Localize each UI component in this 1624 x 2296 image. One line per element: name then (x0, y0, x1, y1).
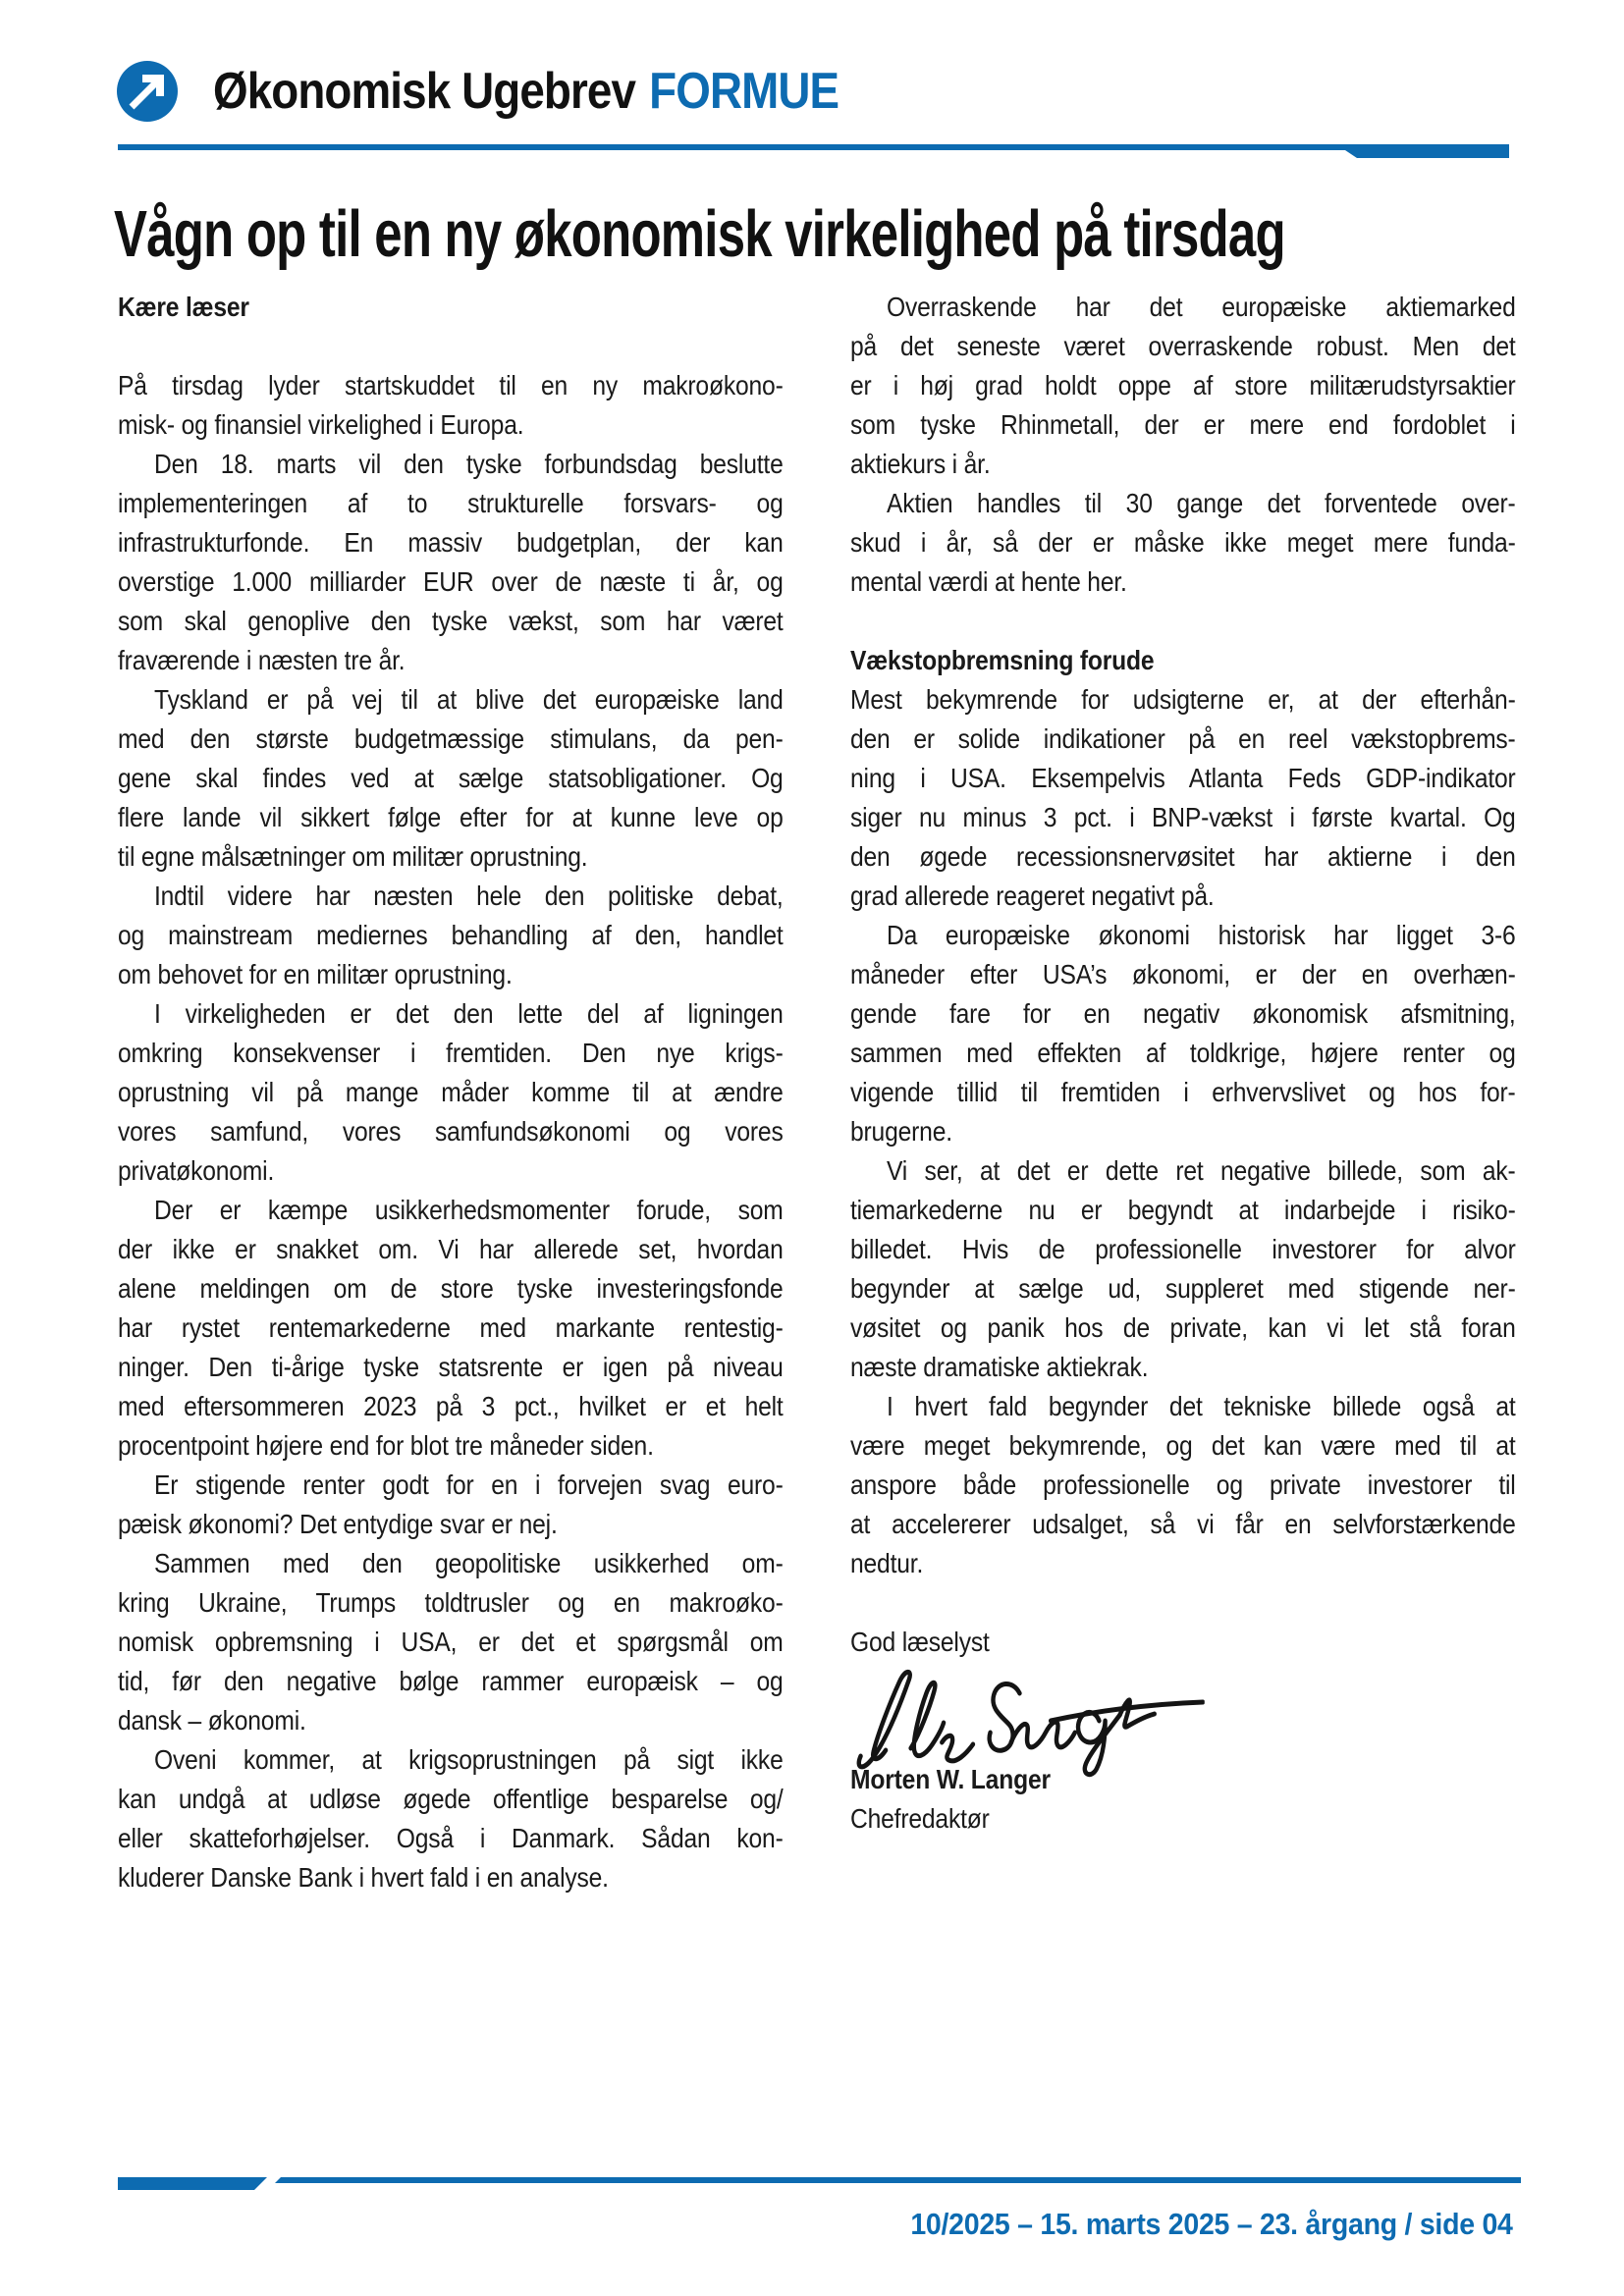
body-text-line: Der er kæmpe usikkerhedsmomenter forude, som (153, 1195, 784, 1225)
article-column-left (118, 288, 784, 1897)
body-text-line: som skal genoplive den tyske vækst, som har været (118, 606, 784, 636)
body-text-line: nedtur. (850, 1548, 924, 1578)
body-text-line: om behovet for en militær oprustning. (118, 959, 513, 989)
body-text-line: begynder at sælge ud, suppleret med stigende ner- (850, 1273, 1516, 1304)
body-text-line: omkring konsekvenser i fremtiden. Den nye krigs- (118, 1038, 784, 1068)
body-text-line: billedet. Hvis de professionelle investorer for alvor (850, 1234, 1516, 1264)
body-text-line: aktiekurs i år. (850, 449, 991, 479)
body-text-line: kan undgå at udløse øgede offentlige besparelse og/ (118, 1784, 784, 1814)
signature-image (850, 1660, 1205, 1778)
logo-title: Økonomisk Ugebrev (213, 63, 636, 120)
footer-rule (118, 2177, 1521, 2191)
body-text-line: pæisk økonomi? Det entydige svar er nej. (118, 1509, 558, 1539)
issue-info: 10/2025 – 15. marts 2025 – 23. årgang / side 04 (910, 2207, 1513, 2241)
paragraph-spacer (118, 327, 784, 366)
header-rule (118, 144, 1512, 159)
body-text-line: alene meldingen om de store tyske investeringsfonde (118, 1273, 784, 1304)
body-text-line: dansk – økonomi. (118, 1705, 306, 1735)
body-text-line: tid, før den negative bølge rammer europæisk – og (118, 1666, 784, 1696)
body-text-line: måneder efter USA’s økonomi, er der en overhæn- (850, 959, 1516, 989)
body-text-line: tiemarkederne nu er begyndt at indarbejde i risiko- (850, 1195, 1516, 1225)
body-text-line: misk- og finansiel virkelighed i Europa. (118, 409, 524, 440)
body-text-line: skud i år, så der er måske ikke meget mere funda- (850, 527, 1516, 558)
body-text-line: oprustning vil på mange måder komme til at ændre (118, 1077, 784, 1107)
body-text-line: I virkeligheden er det den lette del af ligningen (153, 998, 784, 1029)
body-text-line: Oveni kommer, at krigsoprustningen på sigt ikke (153, 1744, 784, 1775)
body-text-line: den øgede recessionsnervøsitet har aktierne i den (850, 841, 1516, 872)
body-text-line: vøsitet og panik hos de private, kan vi let stå foran (850, 1312, 1516, 1343)
body-text-line: være meget bekymrende, og det kan være med til at (850, 1430, 1516, 1461)
body-text-line: God læselyst (850, 1627, 990, 1657)
body-text-line: I hvert fald begynder det tekniske billede også at (886, 1391, 1516, 1421)
body-text-line: siger nu minus 3 pct. i BNP-vækst i første kvartal. Og (850, 802, 1516, 832)
body-text-line: der ikke er snakket om. Vi har allerede set, hvordan (118, 1234, 784, 1264)
body-text-line: fraværende i næsten tre år. (118, 645, 406, 675)
body-text-line: Mest bekymrende for udsigterne er, at der efterhån- (850, 684, 1516, 715)
body-text-line: Sammen med den geopolitiske usikkerhed om- (153, 1548, 784, 1578)
body-text-line: privatøkonomi. (118, 1155, 275, 1186)
body-text-line: den er solide indikationer på en reel vækstopbrems- (850, 723, 1516, 754)
body-text-line: ninger. Den ti-årige tyske statsrente er igen på niveau (118, 1352, 784, 1382)
paragraph-spacer (850, 602, 1516, 641)
body-text-line: ning i USA. Eksempelvis Atlanta Feds GDP-indikator (850, 763, 1516, 793)
arrow-up-right-circle-icon (117, 61, 178, 122)
body-text-line: gene skal findes ved at sælge statsobligationer. Og (118, 763, 784, 793)
section-heading: Vækstopbremsning forude (850, 645, 1155, 675)
body-text-line: grad allerede reageret negativt på. (850, 881, 1215, 911)
logo-wordmark (213, 62, 839, 121)
article-title: Vågn op til en ny økonomisk virkelighed på tirsdag (114, 197, 1285, 271)
body-text-line: overstige 1.000 milliarder EUR over de næste ti år, og (118, 566, 784, 597)
body-text-line: eller skatteforhøjelser. Også i Danmark. Sådan kon- (118, 1823, 784, 1853)
body-text-line: næste dramatiske aktiekrak. (850, 1352, 1149, 1382)
body-text-line: og mainstream mediernes behandling af den, handlet (118, 920, 784, 950)
body-text-line: med eftersommeren 2023 på 3 pct., hvilket er et helt (118, 1391, 784, 1421)
body-text-line: På tirsdag lyder startskuddet til en ny makroøkono- (118, 370, 784, 400)
body-text-line: som tyske Rhinmetall, der er mere end fordoblet i (850, 409, 1516, 440)
body-text-line: flere lande vil sikkert følge efter for at kunne leve op (118, 802, 784, 832)
body-text-line: Aktien handles til 30 gange det forventede over- (886, 488, 1516, 518)
body-text-line: Vi ser, at det er dette ret negative billede, som ak- (886, 1155, 1516, 1186)
body-text-line: har rystet rentemarkederne med markante rentestig- (118, 1312, 784, 1343)
body-text-line: mental værdi at hente her. (850, 566, 1127, 597)
body-text-line: med den største budgetmæssige stimulans, da pen- (118, 723, 784, 754)
body-text-line: anspore både professionelle og private investorer til (850, 1469, 1516, 1500)
section-heading: Morten W. Langer (850, 1764, 1051, 1794)
body-text-line: Tyskland er på vej til at blive det europæiske land (153, 684, 784, 715)
body-text-line: brugerne. (850, 1116, 952, 1147)
body-text-line: Den 18. marts vil den tyske forbundsdag beslutte (153, 449, 784, 479)
body-text-line: Da europæiske økonomi historisk har ligget 3-6 (886, 920, 1516, 950)
body-text-line: på det seneste været overraskende robust. Men det (850, 331, 1516, 361)
body-text-line: til egne målsætninger om militær oprustning. (118, 841, 588, 872)
body-text-line: Indtil videre har næsten hele den politiske debat, (153, 881, 784, 911)
logo-suffix: FORMUE (649, 63, 839, 120)
body-text-line: Overraskende har det europæiske aktiemarked (886, 292, 1516, 322)
body-text-line: nomisk opbremsning i USA, er det et spørgsmål om (118, 1627, 784, 1657)
body-text-line: er i høj grad holdt oppe af store militærudstyrsaktier (850, 370, 1516, 400)
body-text-line: Chefredaktør (850, 1803, 990, 1834)
body-text-line: gende fare for en negativ økonomisk afsmitning, (850, 998, 1516, 1029)
section-heading: Kære læser (118, 292, 249, 322)
body-text-line: at accelererer udsalget, så vi får en selvforstærkende (850, 1509, 1516, 1539)
body-text-line: Er stigende renter godt for en i forvejen svag euro- (153, 1469, 784, 1500)
paragraph-spacer (850, 1583, 1516, 1623)
masthead (117, 61, 924, 122)
body-text-line: infrastrukturfonde. En massiv budgetplan, der kan (118, 527, 784, 558)
body-text-line: kring Ukraine, Trumps toldtrusler og en makroøko- (118, 1587, 784, 1618)
body-text-line: implementeringen af to strukturelle forsvars- og (118, 488, 784, 518)
article-column-right (850, 288, 1516, 1839)
body-text-line: procentpoint højere end for blot tre måneder siden. (118, 1430, 654, 1461)
body-text-line: kluderer Danske Bank i hvert fald i en analyse. (118, 1862, 609, 1893)
signature-image (850, 1662, 1516, 1760)
body-text-line: vores samfund, vores samfundsøkonomi og vores (118, 1116, 784, 1147)
body-text-line: vigende tillid til fremtiden i erhvervslivet og hos for- (850, 1077, 1516, 1107)
body-text-line: sammen med effekten af toldkrige, højere renter og (850, 1038, 1516, 1068)
